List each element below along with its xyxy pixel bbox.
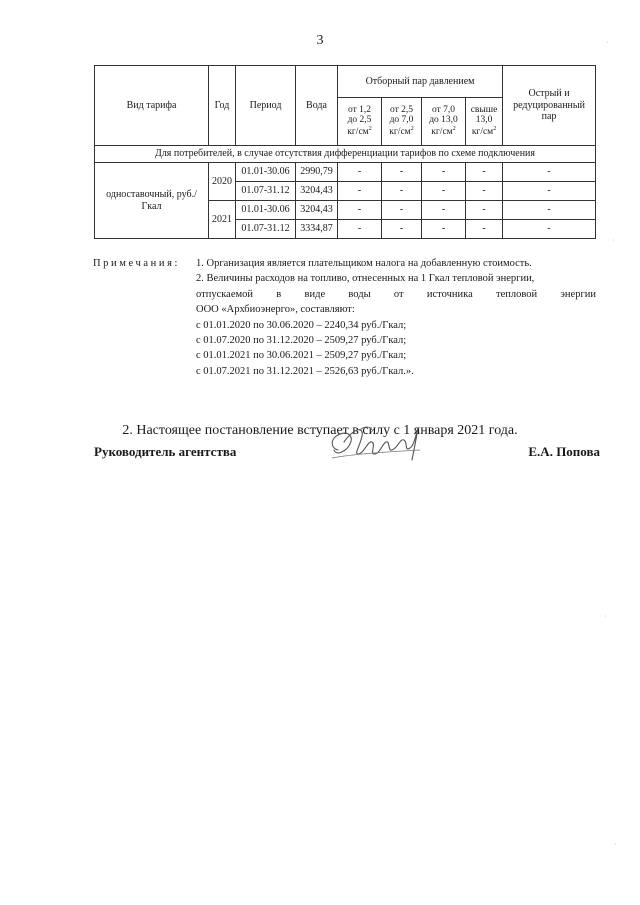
steam-cell: -	[382, 201, 422, 220]
steam-cell: -	[466, 201, 503, 220]
water-cell: 3334,87	[296, 220, 338, 239]
steam-cell: -	[338, 163, 382, 182]
water-cell: 3204,43	[296, 182, 338, 201]
notes-body	[196, 256, 596, 379]
steam-cell: -	[466, 182, 503, 201]
header-water: Вода	[296, 66, 338, 146]
signatory-title: Руководитель агентства	[94, 444, 237, 459]
period-cell: 01.07-31.12	[236, 182, 296, 201]
steam-cell: -	[466, 163, 503, 182]
steam-cell: -	[338, 182, 382, 201]
signature-block	[94, 444, 600, 474]
period-cell: 01.01-30.06	[236, 201, 296, 220]
header-tariff-type: Вид тарифа	[95, 66, 209, 146]
water-cell: 3204,43	[296, 201, 338, 220]
header-sharp-steam: Острый и редуцированный пар	[503, 66, 596, 146]
tariff-table	[94, 65, 596, 239]
steam-cell: -	[382, 220, 422, 239]
header-steam-col-4: свыше 13,0 $кг/см^2$	[466, 98, 503, 146]
steam-cell: -	[466, 220, 503, 239]
scan-speck: ·	[604, 612, 607, 621]
scan-speck: ·	[612, 236, 615, 245]
note-line: с 01.01.2020 по 30.06.2020 – 2240,34 руб./Гкал;	[196, 319, 407, 331]
scan-speck: ·	[614, 840, 617, 849]
steam-cell: -	[422, 201, 466, 220]
steam-cell: -	[422, 163, 466, 182]
note-line: ООО «Архбиоэнерго», составляют:	[196, 304, 355, 316]
note-line: с 01.01.2021 по 30.06.2021 – 2509,27 руб./Гкал;	[196, 350, 407, 362]
year-cell: 2021	[209, 201, 236, 239]
effective-date-clause: 2. Настоящее постановление вступает в силу с 1 января 2021 года.	[122, 423, 518, 438]
note-line: с 01.07.2020 по 31.12.2020 – 2509,27 руб./Гкал;	[196, 335, 407, 347]
header-steam-col-1: от 1,2 до 2,5 $кг/см^2$	[338, 98, 382, 146]
steam-cell: -	[382, 182, 422, 201]
page-number: 3	[316, 33, 324, 48]
scan-speck: ·	[606, 38, 609, 47]
header-steam-col-2: от 2,5 до 7,0 $кг/см^2$	[382, 98, 422, 146]
steam-cell: -	[382, 163, 422, 182]
sharp-steam-cell: -	[503, 163, 596, 182]
sharp-steam-cell: -	[503, 201, 596, 220]
signatory-name: Е.А. Попова	[528, 444, 600, 459]
tariff-label: одноставочный, руб./Гкал	[95, 163, 209, 239]
table-row	[95, 163, 596, 182]
header-steam-group: Отборный пар давлением	[338, 66, 503, 98]
steam-cell: -	[338, 220, 382, 239]
sharp-steam-cell: -	[503, 220, 596, 239]
period-cell: 01.07-31.12	[236, 220, 296, 239]
sharp-steam-cell: -	[503, 182, 596, 201]
note-line: отпускаемой в виде воды от источника тепловой энергии	[196, 288, 596, 300]
header-year: Год	[209, 66, 236, 146]
handwritten-signature	[324, 420, 434, 468]
note-line: 2. Величины расходов на топливо, отнесенных на 1 Гкал тепловой энергии,	[196, 273, 535, 285]
note-line: с 01.07.2021 по 31.12.2021 – 2526,63 руб./Гкал.».	[196, 365, 414, 377]
note-line: 1. Организация является плательщиком налога на добавленную стоимость.	[196, 258, 532, 269]
year-cell: 2020	[209, 163, 236, 201]
header-steam-col-3: от 7,0 до 13,0 $кг/см^2$	[422, 98, 466, 146]
steam-cell: -	[422, 220, 466, 239]
notes-label: Примечания:	[93, 258, 181, 269]
period-cell: 01.01-30.06	[236, 163, 296, 182]
steam-cell: -	[338, 201, 382, 220]
steam-cell: -	[422, 182, 466, 201]
water-cell: 2990,79	[296, 163, 338, 182]
section-title: Для потребителей, в случае отсутствия дифференциации тарифов по схеме подключения	[95, 146, 596, 163]
header-period: Период	[236, 66, 296, 146]
